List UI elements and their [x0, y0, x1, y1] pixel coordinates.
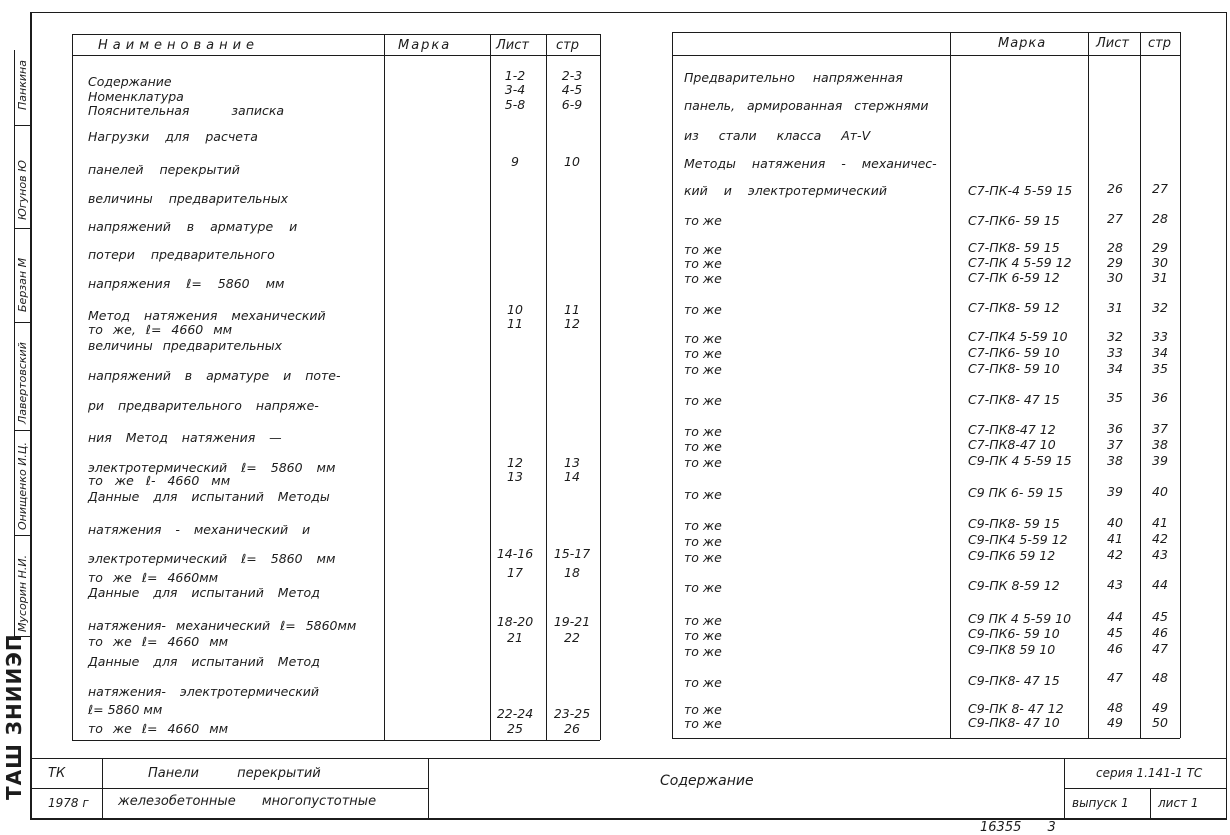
- rt-row-page: 28: [1152, 211, 1168, 226]
- rt-row-name: то же: [684, 393, 722, 408]
- lt-row-page: 6-9: [561, 97, 583, 112]
- rt-row-page: 38: [1152, 437, 1168, 452]
- rt-row-mark: С9-ПК6 59 12: [968, 548, 1056, 563]
- rt-top: [672, 32, 1180, 33]
- side-name-6: Мусорин Н.И.: [16, 554, 29, 632]
- lt-row-sheet: 5-8: [504, 97, 526, 112]
- rt-row-sheet: 39: [1107, 484, 1123, 499]
- rt-row-sheet: 46: [1107, 641, 1123, 656]
- rt-row-name: то же: [684, 613, 722, 628]
- lt-row-name: Данные для испытаний Метод: [88, 654, 320, 669]
- lt-row-name: Пояснительная записка: [88, 103, 285, 118]
- frame-right: [1226, 12, 1227, 820]
- rt-row-name: то же: [684, 518, 722, 533]
- lt-row-name: панелей перекрытий: [88, 162, 240, 177]
- rt-row-name: то же: [684, 346, 722, 361]
- rt-row-sheet: 31: [1107, 300, 1123, 315]
- rt-row-name: то же: [684, 439, 722, 454]
- side-sep-2: [14, 228, 30, 229]
- lt-row-name: натяжения- механический ℓ= 5860мм: [88, 618, 357, 633]
- rt-row-mark: С9-ПК8- 47 15: [968, 673, 1060, 688]
- rt-row-sheet: 47: [1107, 670, 1123, 685]
- rt-row-name: то же: [684, 424, 722, 439]
- lt-row-name: то же ℓ= 4660мм: [88, 570, 219, 585]
- rt-row-mark: С7-ПК8-47 12: [968, 422, 1056, 437]
- tb-series: серия 1.141-1 ТС: [1096, 766, 1203, 780]
- rt-row-mark: С7-ПК 4 5-59 12: [968, 255, 1072, 270]
- lt-row-sheet: 9: [511, 154, 519, 169]
- lt-row-name: напряжений в арматуре и: [88, 219, 298, 234]
- tb-name-line2: железобетонные многопустотные: [118, 794, 377, 809]
- rt-row-sheet: 45: [1107, 625, 1123, 640]
- lt-row-page: 13: [564, 455, 580, 470]
- lt-row-sheet: 13: [507, 469, 523, 484]
- lt-row-name: то же ℓ- 4660 мм: [88, 473, 231, 488]
- tb-v1: [102, 758, 103, 818]
- side-name-2: Югунов Ю: [16, 160, 29, 220]
- rt-row-name: то же: [684, 242, 722, 257]
- rt-row-page: 36: [1152, 390, 1168, 405]
- lt-header-name: Наименование: [98, 38, 260, 53]
- rt-row-sheet: 43: [1107, 577, 1123, 592]
- rt-row-page: 46: [1152, 625, 1168, 640]
- lt-col-4: [600, 34, 601, 740]
- rt-row-page: 30: [1152, 255, 1168, 270]
- tb-sheet: лист 1: [1158, 796, 1199, 810]
- rt-row-sheet: 33: [1107, 345, 1123, 360]
- rt-row-mark: С9-ПК 4 5-59 15: [968, 453, 1072, 468]
- lt-row-sheet: 17: [507, 565, 523, 580]
- lt-row-page: 11: [564, 302, 580, 317]
- rt-row-name: то же: [684, 702, 722, 717]
- rt-row-page: 32: [1152, 300, 1168, 315]
- rt-row-mark: С7-ПК-4 5-59 15: [968, 183, 1073, 198]
- rt-row-name: то же: [684, 487, 722, 502]
- rt-row-mark: С7-ПК6- 59 15: [968, 213, 1060, 228]
- tb-mid-left: [30, 788, 428, 789]
- lt-row-page: 4-5: [561, 82, 583, 97]
- rt-row-sheet: 32: [1107, 329, 1123, 344]
- rt-row-mark: С9 ПК 4 5-59 10: [968, 611, 1072, 626]
- lt-row-page: 26: [564, 721, 580, 736]
- rt-row-sheet: 28: [1107, 240, 1123, 255]
- rt-row-page: 31: [1152, 270, 1168, 285]
- rt-row-page: 27: [1152, 181, 1168, 196]
- rt-row-sheet: 44: [1107, 609, 1123, 624]
- rt-row-name: то же: [684, 213, 722, 228]
- rt-row-page: 43: [1152, 547, 1168, 562]
- lt-row-page: 22: [564, 630, 580, 645]
- lt-row-name: Данные для испытаний Методы: [88, 489, 330, 504]
- rt-col-1: [950, 32, 951, 738]
- lt-row-page: 14: [564, 469, 580, 484]
- rt-header-page: стр: [1148, 36, 1171, 51]
- lt-row-name: то же ℓ= 4660 мм: [88, 721, 229, 736]
- rt-row-page: 40: [1152, 484, 1168, 499]
- lt-row-sheet: 18-20: [496, 614, 534, 629]
- lt-row-name: ℓ= 5860 мм: [88, 702, 163, 717]
- side-sep-3: [14, 322, 30, 323]
- lt-row-sheet: 1-2: [504, 68, 526, 83]
- rt-header-mark: Марка: [998, 36, 1047, 51]
- rt-row-name: то же: [684, 331, 722, 346]
- lt-row-name: ния Метод натяжения —: [88, 430, 282, 445]
- lt-col-1: [384, 34, 385, 740]
- rt-row-name: то же: [684, 302, 722, 317]
- rt-row-name: кий и электротермический: [684, 183, 888, 198]
- tb-v2: [428, 758, 429, 818]
- lt-row-name: величины предварительных: [88, 338, 282, 353]
- rt-row-page: 39: [1152, 453, 1168, 468]
- rt-row-mark: С9-ПК4 5-59 12: [968, 532, 1068, 547]
- rt-row-sheet: 38: [1107, 453, 1123, 468]
- tb-doc-title: Содержание: [660, 773, 754, 789]
- rt-row-name: то же: [684, 550, 722, 565]
- lt-row-sheet: 21: [507, 630, 523, 645]
- tb-v3: [1064, 758, 1065, 818]
- rt-row-page: 42: [1152, 531, 1168, 546]
- rt-row-page: 33: [1152, 329, 1168, 344]
- tb-v4: [1150, 788, 1151, 818]
- tb-name-line1: Панели перекрытий: [148, 766, 321, 781]
- rt-row-page: 45: [1152, 609, 1168, 624]
- rt-row-name: то же: [684, 628, 722, 643]
- side-sep-4: [14, 430, 30, 431]
- footer-number: 16355 3: [980, 820, 1056, 835]
- rt-col-3: [1140, 32, 1141, 738]
- lt-row-sheet: 10: [507, 302, 523, 317]
- tb-org: ТК: [48, 766, 66, 781]
- tb-mid-right: [1064, 788, 1226, 789]
- rt-row-page: 41: [1152, 515, 1168, 530]
- lt-row-page: 12: [564, 316, 580, 331]
- lt-row-name: Данные для испытаний Метод: [88, 585, 320, 600]
- rt-row-mark: С9-ПК6- 59 10: [968, 626, 1060, 641]
- rt-row-page: 35: [1152, 361, 1168, 376]
- rt-row-mark: С7-ПК8- 59 15: [968, 240, 1060, 255]
- lt-row-name: Метод натяжения механический: [88, 308, 326, 323]
- lt-header-mark: Марка: [398, 38, 452, 53]
- rt-row-page: 29: [1152, 240, 1168, 255]
- lt-row-name: электротермический ℓ= 5860 мм: [88, 460, 336, 475]
- rt-row-name: из стали класса Ат-V: [684, 128, 871, 143]
- lt-row-name: величины предварительных: [88, 191, 288, 206]
- rt-col-2: [1088, 32, 1089, 738]
- rt-row-name: то же: [684, 644, 722, 659]
- lt-row-name: напряжений в арматуре и поте-: [88, 368, 341, 383]
- rt-row-page: 49: [1152, 700, 1168, 715]
- rt-row-mark: С9-ПК 8-59 12: [968, 578, 1060, 593]
- rt-row-name: то же: [684, 580, 722, 595]
- rt-row-mark: С7-ПК8- 47 15: [968, 392, 1060, 407]
- rt-row-mark: С9-ПК8 59 10: [968, 642, 1056, 657]
- lt-header-bottom: [72, 55, 600, 56]
- rt-row-sheet: 42: [1107, 547, 1123, 562]
- side-name-3: Берзан М: [16, 257, 29, 312]
- rt-row-page: 44: [1152, 577, 1168, 592]
- lt-col-0: [72, 34, 73, 740]
- rt-row-page: 48: [1152, 670, 1168, 685]
- rt-col-4: [1180, 32, 1181, 738]
- rt-row-page: 50: [1152, 715, 1168, 730]
- rt-row-sheet: 40: [1107, 515, 1123, 530]
- rt-row-mark: С7-ПК4 5-59 10: [968, 329, 1068, 344]
- rt-row-sheet: 35: [1107, 390, 1123, 405]
- lt-row-name: натяжения- электротермический: [88, 684, 320, 699]
- rt-col-0: [672, 32, 673, 738]
- rt-bottom: [672, 738, 1180, 739]
- rt-row-sheet: 26: [1107, 181, 1123, 196]
- rt-row-mark: С9-ПК 8- 47 12: [968, 701, 1064, 716]
- rt-row-mark: С7-ПК 6-59 12: [968, 270, 1060, 285]
- lt-row-page: 2-3: [561, 68, 583, 83]
- rt-row-sheet: 29: [1107, 255, 1123, 270]
- rt-header-bottom: [672, 55, 1180, 56]
- lt-row-page: 19-21: [553, 614, 591, 629]
- lt-row-page: 23-25: [553, 706, 591, 721]
- rt-row-sheet: 27: [1107, 211, 1123, 226]
- rt-row-name: то же: [684, 455, 722, 470]
- lt-row-page: 15-17: [553, 546, 591, 561]
- lt-row-name: потери предварительного: [88, 247, 275, 262]
- lt-row-sheet: 12: [507, 455, 523, 470]
- lt-row-sheet: 3-4: [504, 82, 526, 97]
- rt-row-page: 37: [1152, 421, 1168, 436]
- rt-row-name: то же: [684, 256, 722, 271]
- lt-row-name: ри предварительного напряже-: [88, 398, 319, 413]
- tb-year: 1978 г: [48, 796, 89, 810]
- side-sep-1: [14, 125, 30, 126]
- rt-row-sheet: 41: [1107, 531, 1123, 546]
- lt-row-page: 10: [564, 154, 580, 169]
- lt-row-page: 18: [564, 565, 580, 580]
- rt-row-mark: С7-ПК8- 59 10: [968, 361, 1060, 376]
- side-name-5: Онищенко И.Ц.: [16, 442, 29, 530]
- rt-row-mark: С7-ПК6- 59 10: [968, 345, 1060, 360]
- rt-row-sheet: 49: [1107, 715, 1123, 730]
- lt-row-name: Номенклатура: [88, 89, 184, 104]
- lt-header-sheet: Лист: [496, 38, 529, 53]
- frame-top: [30, 12, 1226, 13]
- rt-row-sheet: 48: [1107, 700, 1123, 715]
- rt-row-page: 47: [1152, 641, 1168, 656]
- side-stamp-line: [14, 50, 15, 640]
- frame-left: [30, 12, 32, 820]
- rt-row-sheet: 36: [1107, 421, 1123, 436]
- lt-row-name: натяжения - механический и: [88, 522, 311, 537]
- rt-row-name: то же: [684, 716, 722, 731]
- side-sep-5: [14, 535, 30, 536]
- lt-header-page: стр: [556, 38, 579, 53]
- lt-row-sheet: 11: [507, 316, 523, 331]
- rt-row-name: Предварительно напряженная: [684, 70, 903, 85]
- lt-bottom: [72, 740, 600, 741]
- rt-row-name: то же: [684, 271, 722, 286]
- lt-row-name: то же ℓ= 4660 мм: [88, 634, 229, 649]
- side-name-4: Лавертовский: [16, 342, 29, 424]
- lt-row-name: электротермический ℓ= 5860 мм: [88, 551, 336, 566]
- side-org-text: ТАШ ЗНИИЭП: [2, 633, 26, 800]
- rt-row-mark: С9-ПК8- 59 15: [968, 516, 1060, 531]
- rt-row-mark: С7-ПК8-47 10: [968, 437, 1056, 452]
- rt-header-sheet: Лист: [1096, 36, 1129, 51]
- tb-issue: выпуск 1: [1072, 796, 1129, 810]
- rt-row-page: 34: [1152, 345, 1168, 360]
- lt-row-name: Содержание: [88, 74, 172, 89]
- rt-row-mark: С9-ПК8- 47 10: [968, 715, 1060, 730]
- lt-row-name: напряжения ℓ= 5860 мм: [88, 276, 285, 291]
- rt-row-name: то же: [684, 675, 722, 690]
- rt-row-name: панель, армированная стержнями: [684, 98, 929, 113]
- lt-top: [72, 34, 600, 35]
- lt-row-sheet: 14-16: [496, 546, 534, 561]
- rt-row-sheet: 34: [1107, 361, 1123, 376]
- lt-row-name: то же, ℓ= 4660 мм: [88, 322, 233, 337]
- tb-top: [30, 758, 1226, 759]
- lt-row-sheet: 22-24: [496, 706, 534, 721]
- rt-row-name: то же: [684, 362, 722, 377]
- lt-row-name: Нагрузки для расчета: [88, 129, 258, 144]
- rt-row-name: то же: [684, 534, 722, 549]
- side-name-1: Панкина: [16, 60, 29, 110]
- rt-row-name: Методы натяжения - механичес-: [684, 156, 937, 171]
- lt-row-sheet: 25: [507, 721, 523, 736]
- rt-row-mark: С7-ПК8- 59 12: [968, 300, 1060, 315]
- rt-row-sheet: 37: [1107, 437, 1123, 452]
- rt-row-sheet: 30: [1107, 270, 1123, 285]
- rt-row-mark: С9 ПК 6- 59 15: [968, 485, 1064, 500]
